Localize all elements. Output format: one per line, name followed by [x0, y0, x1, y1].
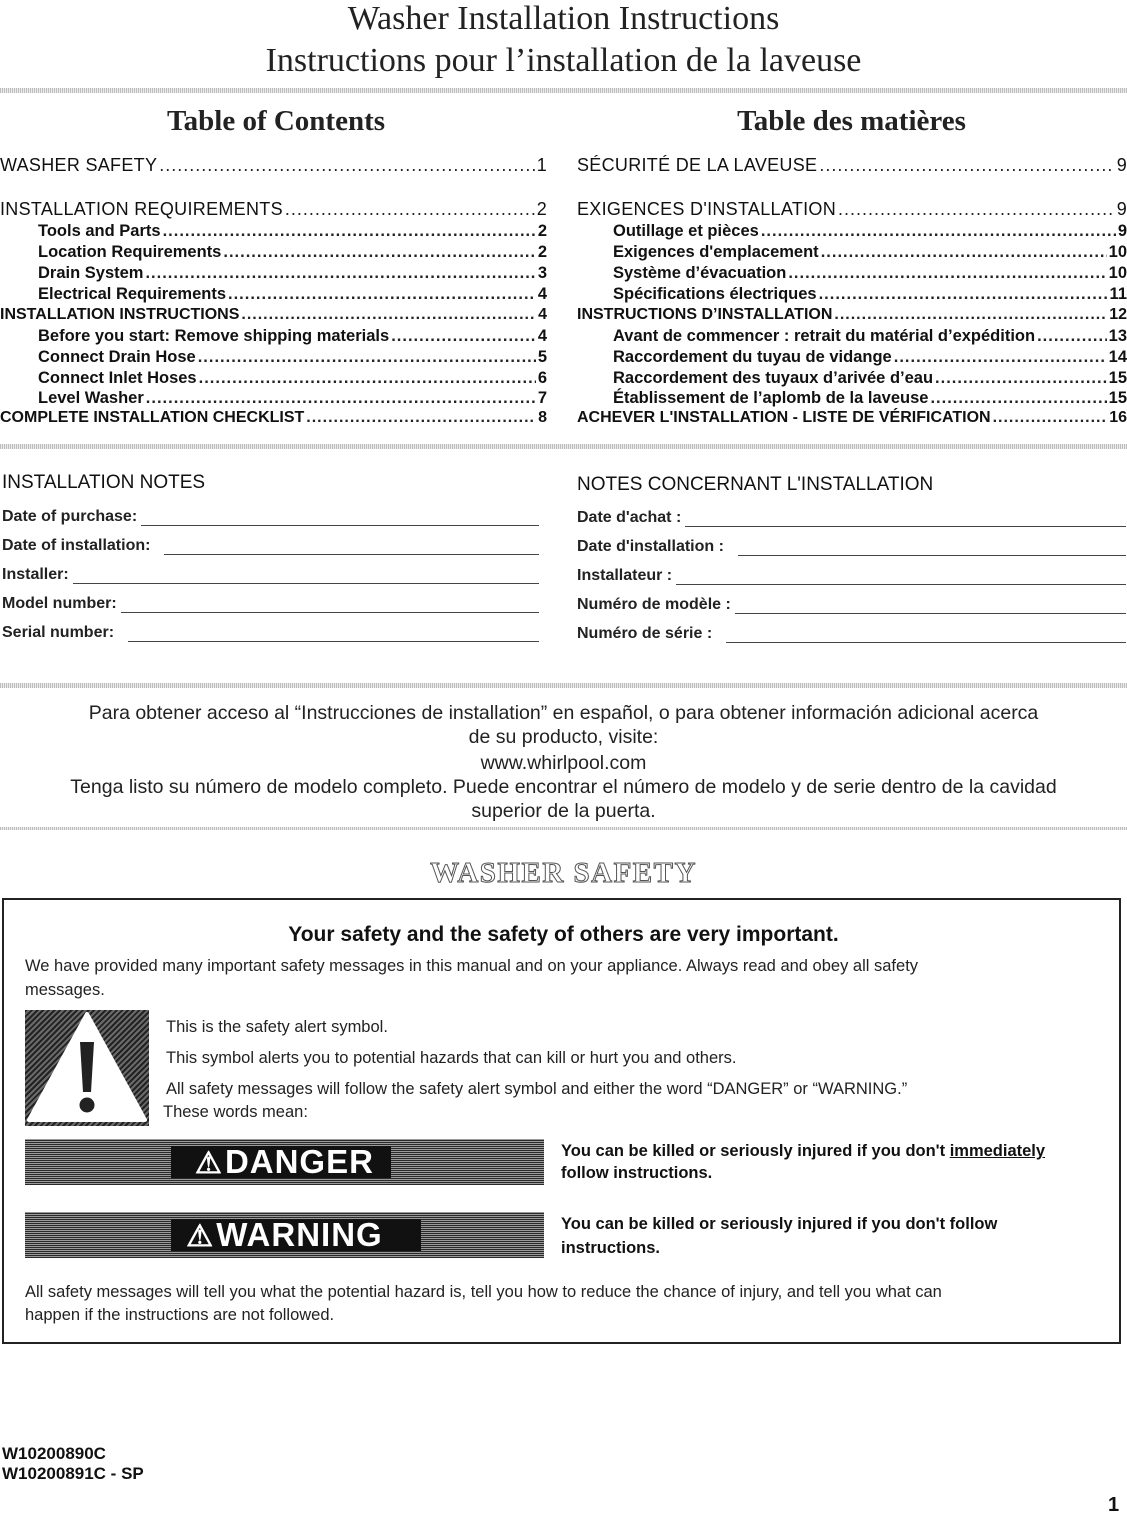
note-field: [2, 624, 539, 642]
warning-description-line-2: instructions.: [561, 1239, 661, 1257]
toc-leader-dots: [145, 263, 535, 283]
toc-entry-label: Exigences d'emplacement: [613, 243, 819, 261]
toc-entry-page: 4: [537, 327, 547, 345]
toc-entry-label: EXIGENCES D'INSTALLATION: [577, 199, 837, 219]
alert-triangle-icon: ⚠: [186, 1220, 215, 1253]
note-field: [2, 508, 539, 526]
toc-entry-label: ACHEVER L'INSTALLATION - LISTE DE VÉRIFICATION: [577, 409, 991, 426]
note-field-label: Numéro de modèle :: [577, 596, 731, 613]
toc-leader-dots: [306, 408, 536, 428]
note-field-input-line[interactable]: [141, 511, 539, 526]
warning-banner: [25, 1212, 544, 1258]
note-field: [2, 566, 539, 584]
note-field: [577, 596, 1126, 614]
toc-leader-dots: [935, 368, 1107, 388]
toc-entry[interactable]: [577, 305, 1127, 325]
note-field-label: Installer:: [2, 566, 69, 583]
note-field-input-line[interactable]: [676, 570, 1126, 585]
toc-entry-page: 12: [1109, 306, 1127, 323]
toc-entry[interactable]: [577, 347, 1127, 367]
toc-entry-page: 16: [1109, 409, 1127, 426]
toc-entry[interactable]: [577, 284, 1127, 304]
note-field-input-line[interactable]: [685, 512, 1126, 527]
notes-heading-french: NOTES CONCERNANT L'INSTALLATION: [577, 474, 934, 495]
toc-leader-dots: [223, 242, 535, 262]
note-field: [2, 595, 539, 613]
note-field-label: Date of installation:: [2, 537, 151, 554]
toc-entry-label: Tools and Parts: [38, 222, 161, 240]
note-field-input-line[interactable]: [73, 569, 539, 584]
symbol-line-2: This symbol alerts you to potential hazards that can kill or hurt you and others.: [166, 1049, 737, 1067]
toc-entry[interactable]: [0, 408, 547, 428]
toc-leader-dots: [198, 347, 536, 367]
toc-entry[interactable]: [0, 368, 547, 388]
toc-entry-label: Raccordement du tuyau de vidange: [613, 348, 892, 366]
toc-entry-label: Spécifications électriques: [613, 285, 817, 303]
note-field: [577, 509, 1126, 527]
toc-leader-dots: [819, 155, 1114, 175]
toc-entry-label: WASHER SAFETY: [0, 155, 158, 175]
toc-entry-label: Connect Drain Hose: [38, 348, 196, 366]
toc-leader-dots: [894, 347, 1107, 367]
toc-entry[interactable]: [577, 368, 1127, 388]
toc-entry[interactable]: [0, 263, 547, 283]
toc-entry-label: INSTALLATION REQUIREMENTS: [0, 199, 283, 219]
divider: [0, 827, 1127, 830]
toc-entry[interactable]: [0, 242, 547, 262]
toc-entry-label: Raccordement des tuyaux d’arivée d’eau: [613, 369, 934, 387]
toc-entry-label: Système d’évacuation: [613, 264, 787, 282]
toc-entry-page: 9: [1117, 222, 1127, 240]
toc-leader-dots: [788, 263, 1106, 283]
intro-line-1: We have provided many important safety messages in this manual and on your appliance. Always read and obey all safety: [25, 957, 919, 975]
title-french: Instructions pour l’installation de la laveuse: [265, 42, 862, 79]
toc-entry-page: 2: [537, 243, 547, 261]
toc-leader-dots: [228, 284, 536, 304]
spanish-line-4: superior de la puerta.: [471, 800, 656, 822]
note-field-input-line[interactable]: [164, 540, 539, 555]
note-field: [2, 537, 539, 555]
toc-entry[interactable]: [0, 305, 547, 325]
danger-description: You can be killed or seriously injured if you don't immediately: [561, 1142, 1046, 1160]
toc-entry[interactable]: [577, 155, 1127, 175]
toc-entry-page: 2: [536, 199, 547, 219]
note-field: [577, 625, 1126, 643]
toc-leader-dots: [241, 305, 536, 325]
toc-entry-page: 13: [1108, 327, 1127, 345]
notes-heading-english: INSTALLATION NOTES: [2, 472, 206, 493]
toc-entry-label: Drain System: [38, 264, 144, 282]
spanish-line-3: Tenga listo su número de modelo completo. Puede encontrar el número de modelo y de serie dentro de la cavidad: [70, 776, 1057, 798]
toc-entry-page: 2: [537, 222, 547, 240]
toc-entry[interactable]: [0, 347, 547, 367]
toc-entry-page: 6: [537, 369, 547, 387]
toc-leader-dots: [821, 242, 1107, 262]
note-field-label: Numéro de série :: [577, 625, 713, 642]
note-field-input-line[interactable]: [726, 628, 1126, 643]
toc-leader-dots: [993, 408, 1108, 428]
toc-entry[interactable]: [577, 326, 1127, 346]
toc-leader-dots: [163, 221, 536, 241]
toc-entry[interactable]: [0, 326, 547, 346]
divider: [0, 683, 1127, 688]
toc-entry-label: SÉCURITÉ DE LA LAVEUSE: [577, 155, 818, 175]
toc-entry-page: 1: [536, 155, 547, 175]
toc-entry-page: 4: [538, 306, 547, 323]
part-number-spanish: W10200891C - SP: [2, 1464, 144, 1483]
toc-entry-page: 7: [537, 389, 547, 407]
website-link[interactable]: www.whirlpool.com: [480, 752, 647, 774]
closing-line-2: happen if the instructions are not followed.: [25, 1306, 335, 1324]
toc-entry-label: Electrical Requirements: [38, 285, 226, 303]
toc-leader-dots: [391, 326, 536, 346]
toc-leader-dots: [159, 155, 534, 175]
note-field-label: Serial number:: [2, 624, 115, 641]
safety-headline: Your safety and the safety of others are very important.: [288, 923, 839, 946]
toc-entry-page: 3: [537, 264, 547, 282]
toc-leader-dots: [199, 368, 536, 388]
toc-entry-page: 10: [1108, 243, 1127, 261]
toc-entry-label: INSTALLATION INSTRUCTIONS: [0, 306, 240, 323]
toc-entry[interactable]: [577, 199, 1127, 219]
toc-entry[interactable]: [0, 284, 547, 304]
toc-leader-dots: [930, 388, 1106, 408]
toc-leader-dots: [838, 199, 1115, 219]
note-field-input-line[interactable]: [738, 541, 1126, 556]
toc-entry[interactable]: [0, 199, 547, 219]
toc-entry-label: Avant de commencer : retrait du matérial d’expédition: [613, 327, 1036, 345]
symbol-line-4: These words mean:: [163, 1103, 308, 1121]
toc-entry[interactable]: [0, 155, 547, 175]
toc-entry[interactable]: [577, 263, 1127, 283]
toc-entry-page: 9: [1116, 155, 1127, 175]
toc-entry-label: Outillage et pièces: [613, 222, 759, 240]
note-field-label: Installateur :: [577, 567, 673, 584]
toc-entry-page: 11: [1109, 285, 1127, 303]
note-field: [577, 567, 1126, 585]
toc-entry-label: Établissement de l’aplomb de la laveuse: [613, 389, 929, 407]
toc-entry[interactable]: [577, 221, 1127, 241]
warning-label: ⚠WARNING: [186, 1216, 383, 1253]
part-number: W10200890C: [2, 1444, 106, 1463]
section-title-washer-safety: WASHER SAFETY: [430, 857, 697, 889]
toc-leader-dots: [819, 284, 1108, 304]
symbol-line-1: This is the safety alert symbol.: [166, 1018, 388, 1036]
toc-leader-dots: [146, 388, 536, 408]
spanish-line-1: Para obtener acceso al “Instrucciones de installation” en español, o para obtener información adicional acerca: [88, 702, 1039, 724]
danger-banner: [25, 1139, 544, 1185]
toc-entry-page: 5: [537, 348, 547, 366]
toc-entry-label: INSTRUCTIONS D’INSTALLATION: [577, 306, 833, 323]
toc-entry-page: 15: [1108, 389, 1127, 407]
page-number: 1: [1108, 1494, 1120, 1516]
toc-leader-dots: [761, 221, 1116, 241]
intro-line-2: messages.: [25, 981, 105, 999]
toc-entry-label: Before you start: Remove shipping materials: [38, 327, 390, 345]
note-field-label: Date of purchase:: [2, 508, 138, 525]
toc-entry[interactable]: [0, 388, 547, 408]
toc-entry-label: Location Requirements: [38, 243, 222, 261]
toc-entry[interactable]: [577, 242, 1127, 262]
toc-leader-dots: [1037, 326, 1107, 346]
toc-entry-page: 15: [1108, 369, 1127, 387]
title-english: Washer Installation Instructions: [347, 0, 780, 37]
divider: [0, 88, 1127, 93]
toc-entry[interactable]: [577, 408, 1127, 428]
note-field-label: Model number:: [2, 595, 117, 612]
danger-label: ⚠DANGER: [195, 1143, 374, 1180]
safety-alert-symbol: [25, 1010, 149, 1126]
closing-line-1: All safety messages will tell you what the potential hazard is, tell you how to reduce the chance of injury, and tell you what can: [25, 1283, 942, 1301]
divider: [0, 444, 1127, 449]
toc-entry-page: 10: [1108, 264, 1127, 282]
toc-entry-page: 8: [538, 409, 547, 426]
symbol-line-3: All safety messages will follow the safety alert symbol and either the word “DANGER” or “WARNING.”: [166, 1080, 908, 1098]
toc-leader-dots: [285, 199, 535, 219]
toc-entry-label: Connect Inlet Hoses: [38, 369, 197, 387]
note-field-label: Date d'installation :: [577, 538, 724, 555]
alert-triangle-icon: ⚠: [195, 1147, 223, 1180]
toc-entry-page: 4: [537, 285, 547, 303]
toc-entry[interactable]: [0, 221, 547, 241]
toc-entry[interactable]: [577, 388, 1127, 408]
warning-description: You can be killed or seriously injured if you don't follow: [561, 1215, 998, 1233]
note-field-label: Date d'achat :: [577, 509, 682, 526]
note-field-input-line[interactable]: [128, 627, 539, 642]
toc-leader-dots: [834, 305, 1107, 325]
note-field-input-line[interactable]: [121, 598, 539, 613]
toc-entry-label: Level Washer: [38, 389, 144, 407]
toc-entry-label: COMPLETE INSTALLATION CHECKLIST: [0, 409, 305, 426]
spanish-line-2: de su producto, visite:: [468, 726, 659, 748]
note-field-input-line[interactable]: [735, 599, 1126, 614]
toc-heading-french: Table des matières: [737, 105, 966, 137]
toc-heading-english: Table of Contents: [166, 105, 386, 137]
toc-entry-page: 9: [1116, 199, 1127, 219]
danger-description-line-2: follow instructions.: [561, 1164, 713, 1182]
note-field: [577, 538, 1126, 556]
toc-entry-page: 14: [1108, 348, 1127, 366]
warning-triangle-icon: [25, 1010, 149, 1126]
